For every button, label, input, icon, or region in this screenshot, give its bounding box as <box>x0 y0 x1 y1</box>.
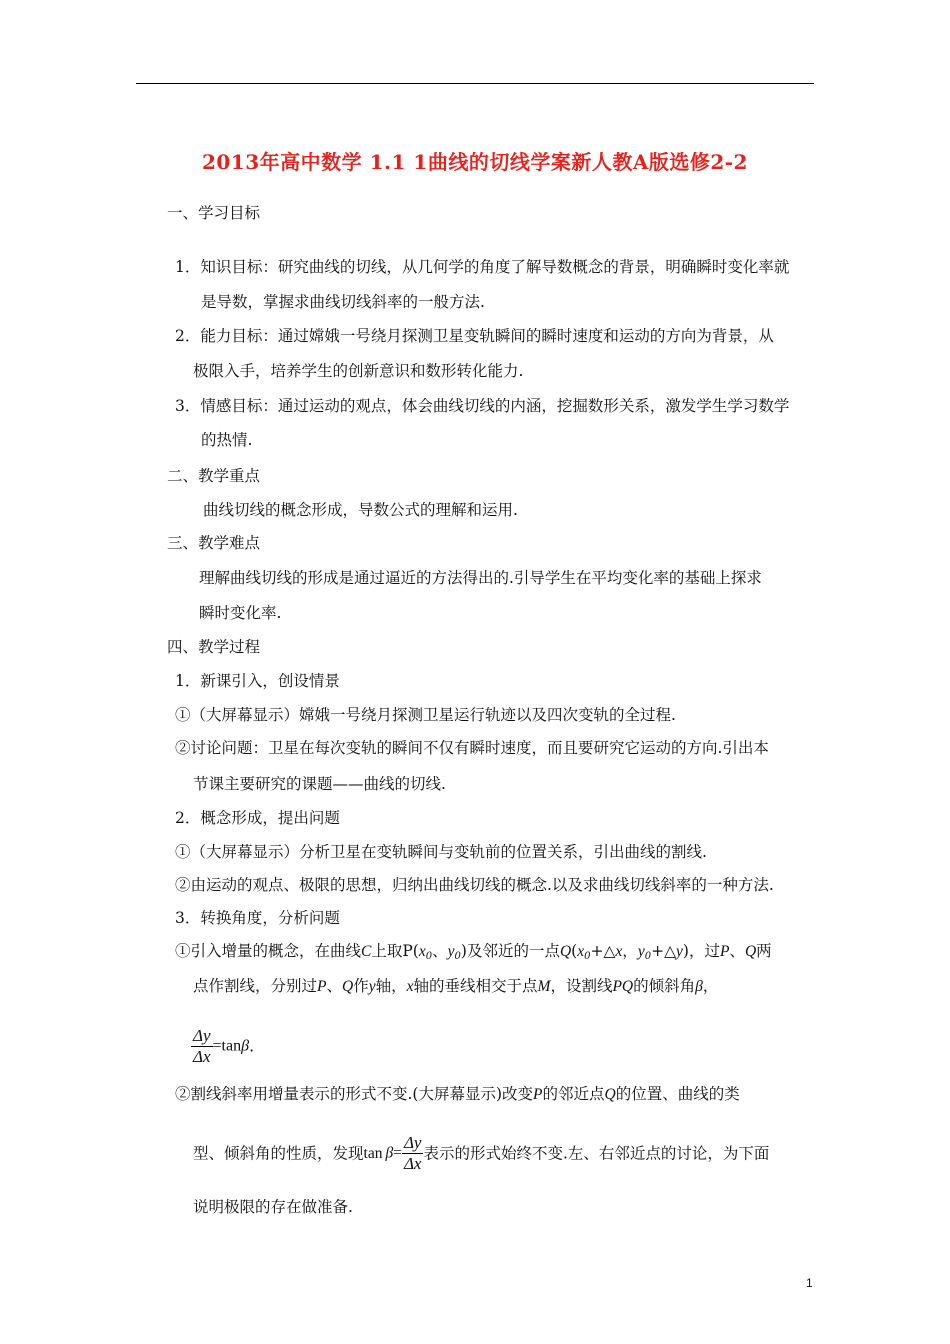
process-step2-item2: ②由运动的观点、极限的思想，归纳出曲线切线的概念.以及求曲线切线斜率的一种方法. <box>175 876 774 894</box>
section-heading-difficulty: 三、教学难点 <box>167 534 261 552</box>
process-step1-item1: ①（大屏幕显示）嫦娥一号绕月探测卫星运行轨迹以及四次变轨的全过程. <box>175 706 676 724</box>
goal-knowledge-line1: 1．知识目标：研究曲线的切线，从几何学的角度了解导数概念的背景，明确瞬时变化率就 <box>175 258 790 276</box>
process-step1-heading: 1．新课引入，创设情景 <box>175 672 340 690</box>
process-step3-item2-line3: 说明极限的存在做准备. <box>193 1198 353 1216</box>
focus-text: 曲线切线的概念形成，导数公式的理解和运用. <box>203 501 518 519</box>
goal-knowledge-line2: 是导数，掌握求曲线切线斜率的一般方法. <box>201 293 485 311</box>
process-step2-heading: 2．概念形成，提出问题 <box>175 809 340 827</box>
formula-slope-tan: $\frac{\Delta y}{\Delta x}$ =tanβ. <box>193 1026 255 1066</box>
goal-ability-line1: 2．能力目标：通过嫦娥一号绕月探测卫星变轨瞬间的瞬时速度和运动的方向为背景，从 <box>175 327 774 345</box>
process-step3-item1-line2: 点作割线，分别过P、Q作y轴，x轴的垂线相交于点M，设割线PQ的倾斜角β， <box>193 977 719 995</box>
fraction-dy-dx-inline: $\frac{\Delta y}{\Delta x}$ <box>403 1133 422 1173</box>
process-step3-item2-line1: ②割线斜率用增量表示的形式不变.(大屏幕显示)改变P的邻近点Q的位置、曲线的类 <box>175 1085 740 1103</box>
fraction-dy-dx: $\frac{\Delta y}{\Delta x}$ <box>193 1026 211 1066</box>
goal-ability-line2: 极限入手，培养学生的创新意识和数形转化能力. <box>193 362 524 380</box>
process-step3-item1-line1: ①引入增量的概念，在曲线C上取$P(x_0$、$y_0$)及邻近的一点$Q(x_0+\triangle x$，$y_0+\triangle y$)，过P、Q两 <box>175 942 772 962</box>
process-step3-heading: 3．转换角度，分析问题 <box>175 909 340 927</box>
page-number: 1 <box>806 1276 813 1290</box>
process-step1-item2-line2: 节课主要研究的课题——曲线的切线. <box>193 775 446 793</box>
section-heading-focus: 二、教学重点 <box>167 467 261 485</box>
process-step2-item1: ①（大屏幕显示）分析卫星在变轨瞬间与变轨前的位置关系，引出曲线的割线. <box>175 843 707 861</box>
process-step3-item2-line2: 型、倾斜角的性质，发现tan β= $\frac{\Delta y}{\Delta x}$ 表示的形式始终不变.左、右邻近点的讨论，为下面 <box>193 1133 770 1173</box>
difficulty-line1: 理解曲线切线的形成是通过逼近的方法得出的.引导学生在平均变化率的基础上探求 <box>199 569 762 587</box>
page-title: 2013年高中数学 1.1 1曲线的切线学案新人教A版选修2-2 <box>202 150 748 174</box>
section-heading-process: 四、教学过程 <box>167 638 261 656</box>
section-heading-goals: 一、学习目标 <box>167 204 261 222</box>
difficulty-line2: 瞬时变化率. <box>199 604 282 622</box>
goal-emotion-line1: 3．情感目标：通过运动的观点，体会曲线切线的内涵，挖掘数形关系，激发学生学习数学 <box>175 397 790 415</box>
goal-emotion-line2: 的热情. <box>201 431 253 449</box>
header-rule <box>136 83 814 84</box>
process-step1-item2-line1: ②讨论问题：卫星在每次变轨的瞬间不仅有瞬时速度，而且要研究它运动的方向.引出本 <box>175 739 769 757</box>
